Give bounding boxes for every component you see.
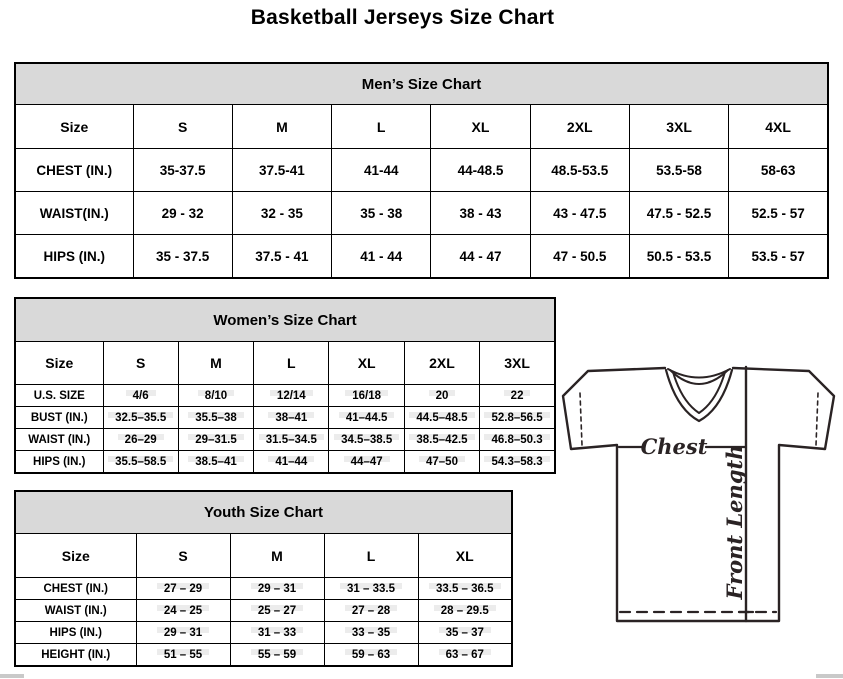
table-title: Youth Size Chart xyxy=(15,491,512,534)
table-row xyxy=(15,192,828,235)
size-value: 38 - 43 xyxy=(431,192,530,235)
size-value: 44-48.5 xyxy=(431,149,530,192)
right-cuff-dashes xyxy=(816,393,818,445)
size-value: 44 - 47 xyxy=(431,235,530,279)
size-value: 35 - 38 xyxy=(332,192,431,235)
size-value: 35 – 37 xyxy=(418,622,512,644)
size-value: 44.5–48.5 xyxy=(404,407,479,429)
table-row xyxy=(15,451,555,474)
mens-size-table xyxy=(14,62,829,279)
size-value: 29 - 32 xyxy=(133,192,232,235)
size-value: 52.5 - 57 xyxy=(729,192,828,235)
row-label: WAIST (IN.) xyxy=(15,600,136,622)
size-value: 59 – 63 xyxy=(324,644,418,667)
column-header: S xyxy=(136,534,230,578)
youth-size-table xyxy=(14,490,513,667)
column-header: M xyxy=(232,105,331,149)
size-value: 41-44 xyxy=(332,149,431,192)
column-header: 4XL xyxy=(729,105,828,149)
size-value: 29–31.5 xyxy=(178,429,253,451)
row-label: HIPS (IN.) xyxy=(15,235,133,279)
page-title: Basketball Jerseys Size Chart xyxy=(250,6,555,29)
size-value: 20 xyxy=(404,385,479,407)
table-row xyxy=(15,407,555,429)
size-value: 54.3–58.3 xyxy=(480,451,555,474)
table-row xyxy=(15,149,828,192)
size-value: 28 – 29.5 xyxy=(418,600,512,622)
size-value: 31 – 33.5 xyxy=(324,578,418,600)
size-value: 41–44 xyxy=(254,451,329,474)
size-value: 53.5 - 57 xyxy=(729,235,828,279)
column-header: 3XL xyxy=(629,105,728,149)
table-row xyxy=(15,429,555,451)
size-value: 32.5–35.5 xyxy=(103,407,178,429)
size-value: 12/14 xyxy=(254,385,329,407)
size-value: 50.5 - 53.5 xyxy=(629,235,728,279)
jersey-measurement-diagram xyxy=(555,353,843,645)
size-value: 26–29 xyxy=(103,429,178,451)
size-value: 41–44.5 xyxy=(329,407,404,429)
size-value: 37.5 - 41 xyxy=(232,235,331,279)
size-value: 32 - 35 xyxy=(232,192,331,235)
size-value: 51 – 55 xyxy=(136,644,230,667)
column-header: L xyxy=(254,342,329,385)
row-label: WAIST (IN.) xyxy=(15,429,103,451)
jersey-icon xyxy=(555,353,843,645)
row-label: HIPS (IN.) xyxy=(15,622,136,644)
table-row xyxy=(15,578,512,600)
size-value: 27 – 29 xyxy=(136,578,230,600)
size-value: 48.5-53.5 xyxy=(530,149,629,192)
size-value: 16/18 xyxy=(329,385,404,407)
column-header: 2XL xyxy=(530,105,629,149)
size-value: 35-37.5 xyxy=(133,149,232,192)
size-value: 27 – 28 xyxy=(324,600,418,622)
size-value: 38.5–41 xyxy=(178,451,253,474)
row-label: CHEST (IN.) xyxy=(15,149,133,192)
jersey-outline xyxy=(563,368,834,621)
chest-label: Chest xyxy=(640,434,708,459)
row-label: U.S. SIZE xyxy=(15,385,103,407)
size-value: 37.5-41 xyxy=(232,149,331,192)
size-value: 35.5–38 xyxy=(178,407,253,429)
table-row xyxy=(15,235,828,279)
size-value: 38.5–42.5 xyxy=(404,429,479,451)
size-value: 4/6 xyxy=(103,385,178,407)
column-header: XL xyxy=(431,105,530,149)
column-header: 2XL xyxy=(404,342,479,385)
column-header: L xyxy=(324,534,418,578)
size-value: 44–47 xyxy=(329,451,404,474)
womens-size-table xyxy=(14,297,556,474)
size-value: 33 – 35 xyxy=(324,622,418,644)
table-row xyxy=(15,644,512,667)
size-value: 31.5–34.5 xyxy=(254,429,329,451)
size-value: 52.8–56.5 xyxy=(480,407,555,429)
table-row xyxy=(15,600,512,622)
column-header: M xyxy=(230,534,324,578)
size-value: 58-63 xyxy=(729,149,828,192)
front-length-label: Front Length xyxy=(722,444,747,600)
column-header: XL xyxy=(329,342,404,385)
size-value: 29 – 31 xyxy=(230,578,324,600)
column-header: S xyxy=(103,342,178,385)
column-header: Size xyxy=(15,105,133,149)
column-header: 3XL xyxy=(480,342,555,385)
row-label: BUST (IN.) xyxy=(15,407,103,429)
size-value: 35.5–58.5 xyxy=(103,451,178,474)
column-header: M xyxy=(178,342,253,385)
horizontal-scrollbar-fragment-left[interactable] xyxy=(0,674,24,678)
row-label: HEIGHT (IN.) xyxy=(15,644,136,667)
left-cuff-dashes xyxy=(580,393,582,445)
row-label: HIPS (IN.) xyxy=(15,451,103,474)
table-title: Women’s Size Chart xyxy=(15,298,555,342)
size-value: 63 – 67 xyxy=(418,644,512,667)
size-value: 31 – 33 xyxy=(230,622,324,644)
column-header: Size xyxy=(15,342,103,385)
table-title: Men’s Size Chart xyxy=(15,63,828,105)
column-header: Size xyxy=(15,534,136,578)
size-value: 34.5–38.5 xyxy=(329,429,404,451)
column-header: S xyxy=(133,105,232,149)
table-row xyxy=(15,622,512,644)
table-row xyxy=(15,385,555,407)
size-value: 22 xyxy=(480,385,555,407)
size-value: 8/10 xyxy=(178,385,253,407)
column-header: L xyxy=(332,105,431,149)
size-value: 41 - 44 xyxy=(332,235,431,279)
size-value: 47 - 50.5 xyxy=(530,235,629,279)
column-header: XL xyxy=(418,534,512,578)
size-value: 24 – 25 xyxy=(136,600,230,622)
size-value: 47–50 xyxy=(404,451,479,474)
size-value: 47.5 - 52.5 xyxy=(629,192,728,235)
size-value: 25 – 27 xyxy=(230,600,324,622)
size-value: 43 - 47.5 xyxy=(530,192,629,235)
row-label: WAIST(IN.) xyxy=(15,192,133,235)
row-label: CHEST (IN.) xyxy=(15,578,136,600)
size-value: 55 – 59 xyxy=(230,644,324,667)
size-value: 53.5-58 xyxy=(629,149,728,192)
size-value: 35 - 37.5 xyxy=(133,235,232,279)
size-value: 46.8–50.3 xyxy=(480,429,555,451)
horizontal-scrollbar-fragment-right[interactable] xyxy=(816,674,843,678)
size-value: 29 – 31 xyxy=(136,622,230,644)
size-value: 33.5 – 36.5 xyxy=(418,578,512,600)
size-value: 38–41 xyxy=(254,407,329,429)
